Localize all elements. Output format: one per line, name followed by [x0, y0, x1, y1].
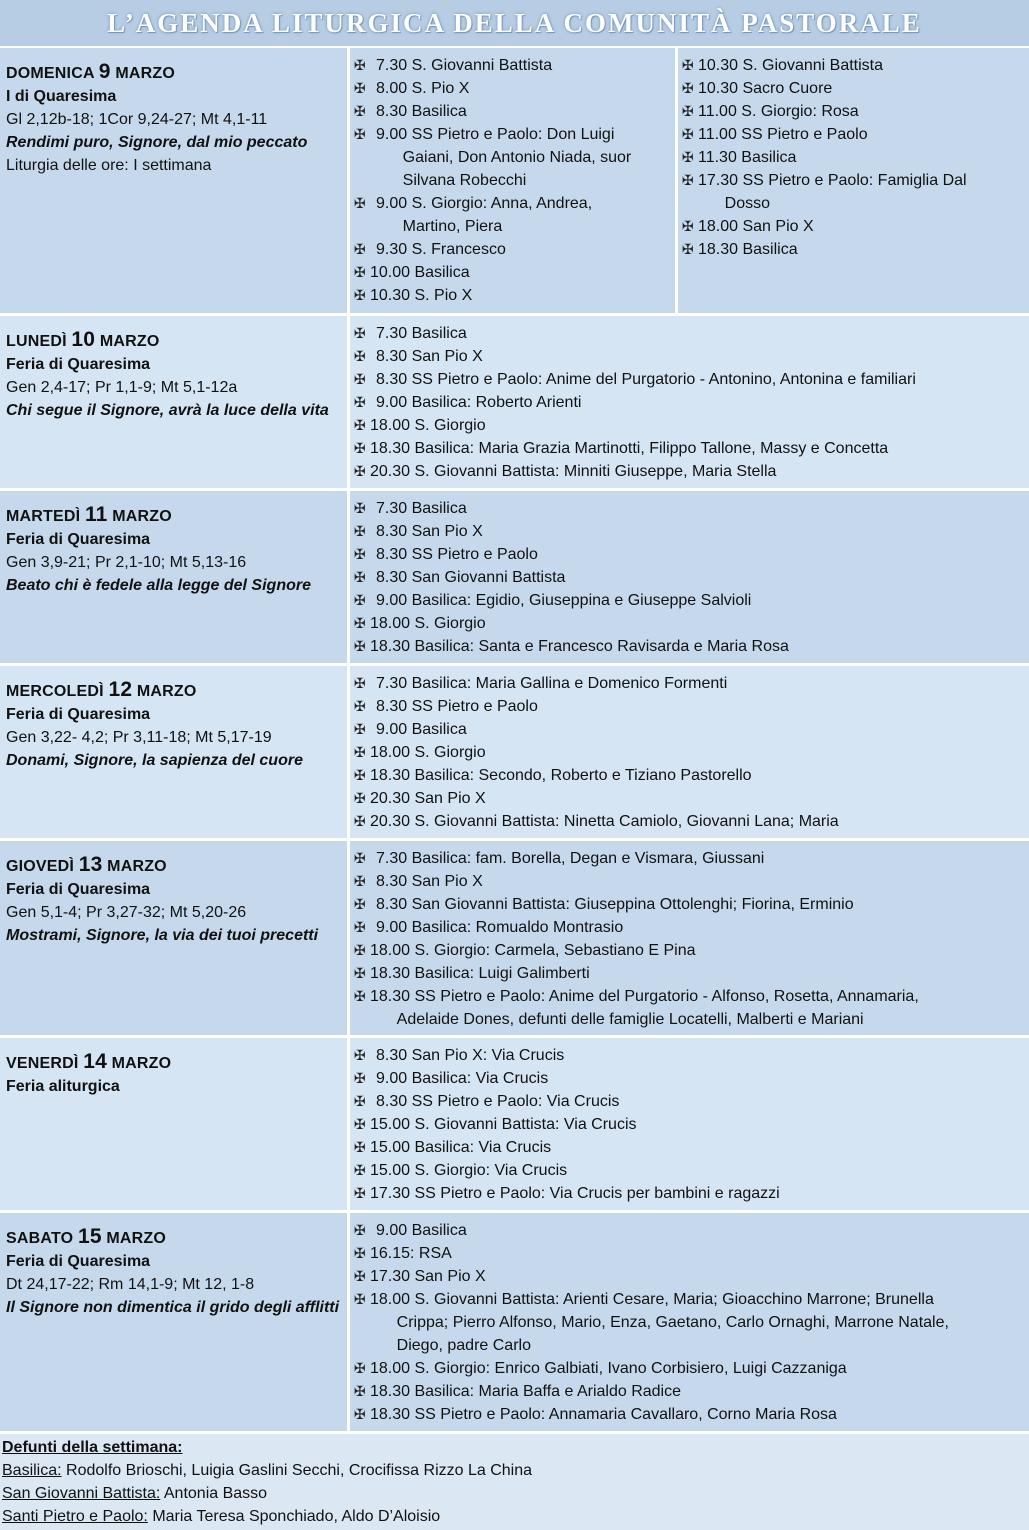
mass-item	[354, 284, 671, 307]
day-heading	[6, 1050, 341, 1075]
day-row	[0, 1038, 1029, 1213]
day-heading	[6, 328, 341, 353]
mass-item	[354, 391, 1025, 414]
mass-text: 18.00 San Pio X	[698, 218, 814, 235]
maltese-cross-icon: ✠	[682, 80, 694, 96]
maltese-cross-icon: ✠	[354, 264, 366, 280]
maltese-cross-icon: ✠	[354, 942, 366, 958]
mass-text: 18.30 Basilica: Santa e Francesco Ravisarda e Maria Rosa	[370, 638, 789, 655]
day-number: 11	[84, 503, 108, 526]
mass-item	[354, 1265, 1025, 1288]
liturgical-day: Feria di Quaresima	[6, 356, 151, 373]
mass-schedule	[350, 316, 1029, 489]
mass-text: 18.00 S. Giorgio: Enrico Galbiati, Ivano Corbisiero, Luigi Cazzaniga	[370, 1360, 847, 1377]
mass-column-2	[675, 48, 1029, 313]
mass-item	[354, 672, 1025, 695]
mass-item	[354, 1090, 1025, 1113]
mass-item	[354, 612, 1025, 635]
mass-item	[354, 847, 1025, 870]
mass-schedule	[350, 1038, 1029, 1211]
mass-text: 10.30 S. Pio X	[370, 287, 473, 304]
liturgical-day: I di Quaresima	[6, 88, 117, 105]
psalm-refrain: Mostrami, Signore, la via dei tuoi precetti	[6, 927, 319, 944]
mass-text: 9.00 Basilica: Roberto Arienti	[376, 394, 582, 411]
maltese-cross-icon: ✠	[354, 744, 366, 760]
mass-text: 8.30 San Pio X	[376, 523, 483, 540]
mass-text: 15.00 S. Giorgio: Via Crucis	[370, 1162, 568, 1179]
mass-text: 7.30 Basilica	[376, 500, 467, 517]
mass-item	[354, 635, 1025, 658]
maltese-cross-icon: ✠	[354, 767, 366, 783]
mass-text: 8.00 S. Pio X	[376, 80, 470, 97]
mass-text: 7.30 Basilica: fam. Borella, Degan e Vismara, Giussani	[376, 850, 765, 867]
maltese-cross-icon: ✠	[354, 698, 366, 714]
mass-item	[354, 100, 671, 123]
psalm-refrain: Chi segue il Signore, avrà la luce della vita	[6, 402, 329, 419]
day-row	[0, 841, 1029, 1038]
mass-text: 8.30 Basilica	[376, 103, 467, 120]
mass-text: 8.30 San Pio X	[376, 348, 483, 365]
mass-text: 9.00 Basilica: Via Crucis	[376, 1070, 549, 1087]
mass-item	[354, 787, 1025, 810]
mass-item	[354, 1357, 1025, 1380]
maltese-cross-icon: ✠	[354, 241, 366, 257]
day-heading	[6, 853, 341, 878]
mass-item	[354, 123, 671, 192]
mass-text: 8.30 SS Pietro e Paolo: Anime del Purgatorio - Antonino, Antonina e familiari	[376, 371, 916, 388]
mass-item	[354, 1136, 1025, 1159]
defunti-names: Maria Teresa Sponchiado, Aldo D’Aloisio	[147, 1508, 441, 1525]
mass-text: 7.30 Basilica	[376, 325, 467, 342]
day-info	[0, 841, 350, 1037]
day-info	[0, 1213, 350, 1432]
month-name: MARZO	[136, 683, 197, 700]
day-name: SABATO	[6, 1230, 74, 1247]
mass-list	[354, 847, 1025, 1031]
maltese-cross-icon: ✠	[354, 1116, 366, 1132]
mass-item	[354, 1182, 1025, 1205]
day-row	[0, 316, 1029, 491]
maltese-cross-icon: ✠	[682, 172, 694, 188]
maltese-cross-icon: ✠	[354, 80, 366, 96]
month-name: MARZO	[106, 1230, 167, 1247]
maltese-cross-icon: ✠	[354, 1162, 366, 1178]
mass-item	[354, 566, 1025, 589]
maltese-cross-icon: ✠	[354, 1360, 366, 1376]
mass-item	[682, 100, 1025, 123]
mass-item	[354, 1242, 1025, 1265]
mass-list	[354, 672, 1025, 833]
day-row	[0, 1213, 1029, 1434]
maltese-cross-icon: ✠	[354, 463, 366, 479]
mass-item	[682, 54, 1025, 77]
day-row	[0, 666, 1029, 841]
defunti-line	[2, 1459, 1027, 1482]
maltese-cross-icon: ✠	[354, 638, 366, 654]
mass-item	[354, 870, 1025, 893]
day-name: GIOVEDÌ	[6, 858, 75, 875]
defunti-names: Rodolfo Brioschi, Luigia Gaslini Secchi, Crocifissa Rizzo La China	[61, 1462, 533, 1479]
mass-item	[354, 437, 1025, 460]
maltese-cross-icon: ✠	[354, 440, 366, 456]
mass-list	[354, 322, 1025, 483]
mass-item	[354, 1067, 1025, 1090]
defunti-place: Basilica:	[2, 1462, 62, 1479]
mass-text: 8.30 SS Pietro e Paolo	[376, 698, 538, 715]
mass-item	[682, 238, 1025, 261]
maltese-cross-icon: ✠	[354, 790, 366, 806]
readings: Gen 3,9-21; Pr 2,1-10; Mt 5,13-16	[6, 554, 247, 571]
mass-item	[354, 77, 671, 100]
mass-text: 18.30 SS Pietro e Paolo: Annamaria Cavallaro, Corno Maria Rosa	[370, 1406, 837, 1423]
maltese-cross-icon: ✠	[354, 1406, 366, 1422]
mass-item	[354, 985, 1025, 1031]
maltese-cross-icon: ✠	[682, 241, 694, 257]
mass-item	[354, 1219, 1025, 1242]
maltese-cross-icon: ✠	[354, 546, 366, 562]
readings: Gen 3,22- 4,2; Pr 3,11-18; Mt 5,17-19	[6, 729, 272, 746]
mass-text: 17.30 SS Pietro e Paolo: Famiglia Dal Dosso	[698, 172, 967, 212]
day-info	[0, 48, 350, 313]
liturgical-day: Feria di Quaresima	[6, 531, 151, 548]
maltese-cross-icon: ✠	[354, 523, 366, 539]
day-heading	[6, 1225, 341, 1250]
liturgical-day: Feria di Quaresima	[6, 1253, 151, 1270]
maltese-cross-icon: ✠	[354, 592, 366, 608]
mass-text: 18.00 S. Giorgio: Carmela, Sebastiano E Pina	[370, 942, 696, 959]
mass-item	[354, 1159, 1025, 1182]
mass-item	[682, 146, 1025, 169]
maltese-cross-icon: ✠	[682, 103, 694, 119]
mass-item	[354, 695, 1025, 718]
mass-list	[354, 1219, 1025, 1426]
mass-item	[682, 215, 1025, 238]
defunti-line	[2, 1505, 1027, 1528]
mass-text: 8.30 San Giovanni Battista	[376, 569, 566, 586]
mass-text: 18.30 Basilica: Luigi Galimberti	[370, 965, 590, 982]
mass-text: 10.00 Basilica	[370, 264, 470, 281]
month-name: MARZO	[112, 508, 172, 525]
mass-text: 9.00 S. Giorgio: Anna, Andrea, Martino, Piera	[376, 195, 593, 235]
mass-item	[354, 1044, 1025, 1067]
maltese-cross-icon: ✠	[354, 873, 366, 889]
psalm-refrain: Donami, Signore, la sapienza del cuore	[6, 752, 303, 769]
mass-text: 9.30 S. Francesco	[376, 241, 506, 258]
agenda-table	[0, 48, 1029, 1434]
mass-text: 18.30 Basilica: Maria Baffa e Arialdo Radice	[370, 1383, 681, 1400]
mass-item	[354, 368, 1025, 391]
mass-text: 16.15: RSA	[370, 1245, 452, 1262]
mass-item	[354, 322, 1025, 345]
day-name: VENERDÌ	[6, 1055, 79, 1072]
mass-item	[354, 810, 1025, 833]
mass-text: 8.30 San Pio X	[376, 873, 483, 890]
mass-text: 15.00 Basilica: Via Crucis	[370, 1139, 552, 1156]
mass-item	[682, 169, 1025, 215]
mass-list	[354, 497, 1025, 658]
mass-text: 9.00 Basilica: Romualdo Montrasio	[376, 919, 624, 936]
mass-item	[354, 589, 1025, 612]
mass-item	[354, 764, 1025, 787]
mass-schedule	[350, 491, 1029, 664]
maltese-cross-icon: ✠	[354, 569, 366, 585]
mass-text: 7.30 Basilica: Maria Gallina e Domenico Formenti	[376, 675, 728, 692]
maltese-cross-icon: ✠	[682, 218, 694, 234]
mass-text: 8.30 San Giovanni Battista: Giuseppina Ottolenghi; Fiorina, Erminio	[376, 896, 854, 913]
mass-item	[354, 345, 1025, 368]
defunti-place: Santi Pietro e Paolo:	[2, 1508, 148, 1525]
readings: Gl 2,12b-18; 1Cor 9,24-27; Mt 4,1-11	[6, 111, 268, 128]
readings: Dt 24,17-22; Rm 14,1-9; Mt 12, 1-8	[6, 1276, 255, 1293]
defunti-line	[2, 1482, 1027, 1505]
day-row	[0, 491, 1029, 666]
psalm-refrain: Rendimi puro, Signore, dal mio peccato	[6, 134, 308, 151]
maltese-cross-icon: ✠	[354, 371, 366, 387]
maltese-cross-icon: ✠	[354, 325, 366, 341]
maltese-cross-icon: ✠	[354, 417, 366, 433]
maltese-cross-icon: ✠	[354, 988, 366, 1004]
mass-text: 8.30 SS Pietro e Paolo	[376, 546, 538, 563]
page-title: L’AGENDA LITURGICA DELLA COMUNITÀ PASTORALE	[0, 0, 1029, 48]
mass-text: 8.30 San Pio X: Via Crucis	[376, 1047, 565, 1064]
day-heading	[6, 503, 341, 528]
defunti-section	[0, 1434, 1029, 1530]
mass-schedule	[350, 1213, 1029, 1432]
day-name: MARTEDÌ	[6, 508, 81, 525]
mass-item	[354, 497, 1025, 520]
day-number: 14	[83, 1050, 107, 1073]
mass-item	[354, 1288, 1025, 1357]
day-number: 10	[71, 328, 96, 351]
mass-text: 9.00 Basilica	[376, 721, 467, 738]
maltese-cross-icon: ✠	[354, 615, 366, 631]
mass-schedule	[350, 841, 1029, 1037]
day-number: 9	[98, 60, 111, 83]
readings: Gen 2,4-17; Pr 1,1-9; Mt 5,1-12a	[6, 379, 238, 396]
mass-text: 18.00 S. Giovanni Battista: Arienti Cesare, Maria; Gioacchino Marrone; Brunella Crippa; Pierro Alfonso, Mario, Enza, Gaetano, Carlo Ornaghi, Marrone Natale, Diego, padre Carlo	[370, 1291, 949, 1354]
maltese-cross-icon: ✠	[354, 1139, 366, 1155]
mass-text: 7.30 S. Giovanni Battista	[376, 57, 553, 74]
mass-text: 18.00 S. Giorgio	[370, 417, 486, 434]
day-row	[0, 48, 1029, 316]
maltese-cross-icon: ✠	[354, 287, 366, 303]
mass-text: 9.00 SS Pietro e Paolo: Don Luigi Gaiani, Don Antonio Niada, suor Silvana Robecchi	[376, 126, 632, 189]
maltese-cross-icon: ✠	[354, 965, 366, 981]
mass-text: 10.30 Sacro Cuore	[698, 80, 833, 97]
mass-list	[354, 54, 671, 307]
defunti-place: San Giovanni Battista:	[2, 1485, 161, 1502]
maltese-cross-icon: ✠	[354, 1268, 366, 1284]
maltese-cross-icon: ✠	[354, 195, 366, 211]
mass-text: 15.00 S. Giovanni Battista: Via Crucis	[370, 1116, 637, 1133]
mass-column-1	[350, 48, 675, 313]
day-info	[0, 491, 350, 664]
mass-item	[354, 939, 1025, 962]
maltese-cross-icon: ✠	[354, 394, 366, 410]
maltese-cross-icon: ✠	[682, 149, 694, 165]
day-name: LUNEDÌ	[6, 333, 67, 350]
mass-item	[354, 1380, 1025, 1403]
mass-item	[354, 54, 671, 77]
maltese-cross-icon: ✠	[354, 675, 366, 691]
psalm-refrain: Beato chi è fedele alla legge del Signore	[6, 577, 311, 594]
maltese-cross-icon: ✠	[354, 500, 366, 516]
month-name: MARZO	[99, 333, 160, 350]
mass-item	[354, 1403, 1025, 1426]
mass-text: 18.30 SS Pietro e Paolo: Anime del Purgatorio - Alfonso, Rosetta, Annamaria, Adelaide Dones, defunti delle famiglie Locatelli, Malberti e Mariani	[370, 988, 919, 1028]
mass-text: 20.30 San Pio X	[370, 790, 486, 807]
mass-text: 9.00 Basilica	[376, 1222, 467, 1239]
maltese-cross-icon: ✠	[682, 126, 694, 142]
liturgical-day: Feria di Quaresima	[6, 706, 151, 723]
maltese-cross-icon: ✠	[354, 1383, 366, 1399]
mass-list	[682, 54, 1025, 261]
day-number: 13	[78, 853, 103, 876]
mass-text: 18.00 S. Giorgio	[370, 744, 486, 761]
month-name: MARZO	[111, 1055, 172, 1072]
mass-text: 20.30 S. Giovanni Battista: Minniti Giuseppe, Maria Stella	[370, 463, 777, 480]
mass-item	[354, 543, 1025, 566]
maltese-cross-icon: ✠	[354, 1093, 366, 1109]
day-number: 12	[108, 678, 133, 701]
mass-item	[354, 520, 1025, 543]
maltese-cross-icon: ✠	[354, 919, 366, 935]
mass-text: 18.30 Basilica	[698, 241, 798, 258]
month-name: MARZO	[115, 65, 175, 82]
mass-schedule	[350, 666, 1029, 839]
mass-item	[354, 261, 671, 284]
mass-item	[354, 238, 671, 261]
day-info	[0, 1038, 350, 1211]
mass-text: 17.30 SS Pietro e Paolo: Via Crucis per bambini e ragazzi	[370, 1185, 780, 1202]
liturgical-day: Feria aliturgica	[6, 1078, 120, 1095]
maltese-cross-icon: ✠	[354, 103, 366, 119]
maltese-cross-icon: ✠	[354, 57, 366, 73]
maltese-cross-icon: ✠	[354, 126, 366, 142]
maltese-cross-icon: ✠	[354, 1291, 366, 1307]
day-heading	[6, 678, 341, 703]
maltese-cross-icon: ✠	[354, 1245, 366, 1261]
maltese-cross-icon: ✠	[354, 850, 366, 866]
day-name: MERCOLEDÌ	[6, 683, 104, 700]
readings: Gen 5,1-4; Pr 3,27-32; Mt 5,20-26	[6, 904, 247, 921]
day-number: 15	[77, 1225, 102, 1248]
mass-item	[354, 962, 1025, 985]
mass-text: 20.30 S. Giovanni Battista: Ninetta Camiolo, Giovanni Lana; Maria	[370, 813, 839, 830]
mass-schedule	[350, 48, 1029, 313]
day-info	[0, 316, 350, 489]
mass-item	[354, 192, 671, 238]
mass-text: 8.30 SS Pietro e Paolo: Via Crucis	[376, 1093, 620, 1110]
mass-text: 18.00 S. Giorgio	[370, 615, 486, 632]
mass-item	[354, 741, 1025, 764]
mass-list	[354, 1044, 1025, 1205]
mass-text: 18.30 Basilica: Maria Grazia Martinotti, Filippo Tallone, Massy e Concetta	[370, 440, 889, 457]
maltese-cross-icon: ✠	[354, 896, 366, 912]
mass-item	[354, 414, 1025, 437]
maltese-cross-icon: ✠	[354, 348, 366, 364]
liturgical-day: Feria di Quaresima	[6, 881, 151, 898]
maltese-cross-icon: ✠	[354, 1185, 366, 1201]
defunti-names: Antonia Basso	[160, 1485, 268, 1502]
mass-item	[354, 893, 1025, 916]
maltese-cross-icon: ✠	[354, 813, 366, 829]
mass-text: 11.00 SS Pietro e Paolo	[698, 126, 868, 143]
mass-text: 10.30 S. Giovanni Battista	[698, 57, 883, 74]
day-heading	[6, 60, 341, 85]
mass-text: 17.30 San Pio X	[370, 1268, 486, 1285]
maltese-cross-icon: ✠	[354, 1047, 366, 1063]
mass-item	[354, 718, 1025, 741]
month-name: MARZO	[107, 858, 167, 875]
mass-item	[682, 123, 1025, 146]
mass-text: 9.00 Basilica: Egidio, Giuseppina e Giuseppe Salvioli	[376, 592, 752, 609]
liturgy-hours: Liturgia delle ore: I settimana	[6, 157, 212, 174]
day-name: DOMENICA	[6, 65, 95, 82]
mass-text: 18.30 Basilica: Secondo, Roberto e Tiziano Pastorello	[370, 767, 752, 784]
defunti-heading: Defunti della settimana:	[2, 1439, 183, 1456]
mass-item	[354, 460, 1025, 483]
maltese-cross-icon: ✠	[682, 57, 694, 73]
mass-text: 11.00 S. Giorgio: Rosa	[698, 103, 859, 120]
day-info	[0, 666, 350, 839]
mass-item	[354, 1113, 1025, 1136]
mass-item	[682, 77, 1025, 100]
psalm-refrain: Il Signore non dimentica il grido degli afflitti	[6, 1299, 340, 1316]
maltese-cross-icon: ✠	[354, 1222, 366, 1238]
mass-item	[354, 916, 1025, 939]
maltese-cross-icon: ✠	[354, 721, 366, 737]
maltese-cross-icon: ✠	[354, 1070, 366, 1086]
mass-text: 11.30 Basilica	[698, 149, 797, 166]
